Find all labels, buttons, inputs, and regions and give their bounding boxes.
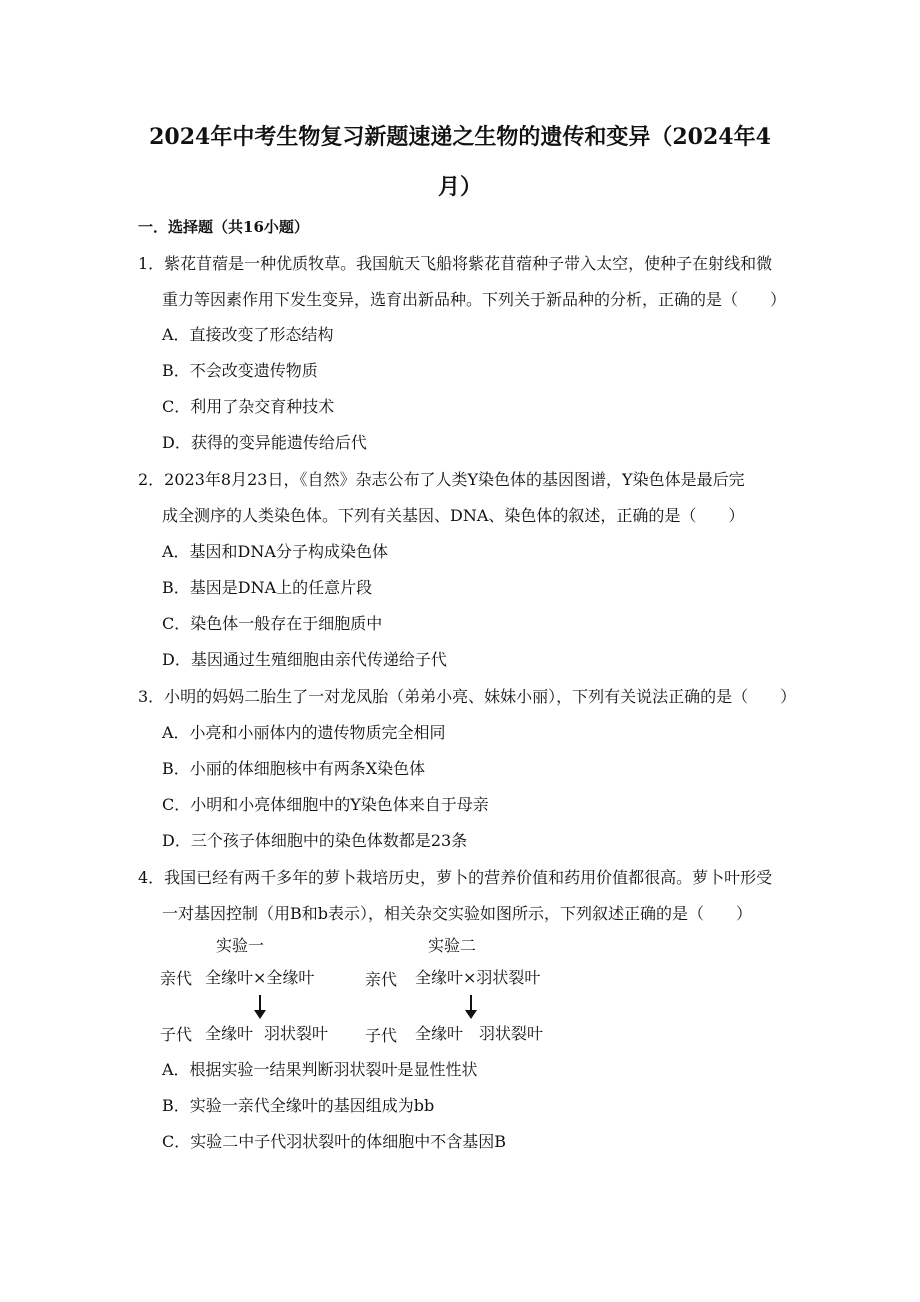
exp2-offspring-label: 子代 xyxy=(365,1026,398,1045)
question-4-option-a[interactable]: A．根据实验一结果判断羽状裂叶是显性性状 xyxy=(162,1060,478,1079)
exp1-offspring-label: 子代 xyxy=(160,1025,193,1044)
exp1-parent-cross: 全缘叶×全缘叶 xyxy=(205,968,315,987)
question-4-line-1: 4．我国已经有两千多年的萝卜栽培历史，萝卜的营养价值和药用价值都很高。萝卜叶形受 xyxy=(138,868,773,887)
question-1-option-d[interactable]: D．获得的变异能遗传给后代 xyxy=(162,433,367,452)
question-1-option-b[interactable]: B．不会改变遗传物质 xyxy=(162,361,318,380)
exp1-title: 实验一 xyxy=(216,936,265,955)
question-2-line-1: 2．2023年8月23日，《自然》杂志公布了人类Y染色体的基因图谱，Y染色体是最后完 xyxy=(138,470,745,489)
question-1-line-2: 重力等因素作用下发生变异，选育出新品种。下列关于新品种的分析，正确的是（ ） xyxy=(162,290,787,309)
exp1-arrow-down-icon xyxy=(259,995,261,1013)
question-2-option-c[interactable]: C．染色体一般存在于细胞质中 xyxy=(162,614,383,633)
question-3-line-1: 3．小明的妈妈二胎生了一对龙凤胎（弟弟小亮、妹妹小丽），下列有关说法正确的是（ ） xyxy=(138,687,797,706)
title-line-1: 2024年中考生物复习新题速递之生物的遗传和变异（2024年4 xyxy=(149,124,771,150)
question-1-option-a[interactable]: A．直接改变了形态结构 xyxy=(162,325,334,344)
question-4-option-c[interactable]: C．实验二中子代羽状裂叶的体细胞中不含基因B xyxy=(162,1132,507,1151)
exp1-offspring-a: 全缘叶 xyxy=(205,1024,254,1043)
exp2-title: 实验二 xyxy=(428,936,477,955)
question-3-option-a[interactable]: A．小亮和小丽体内的遗传物质完全相同 xyxy=(162,723,446,742)
question-2-option-b[interactable]: B．基因是DNA上的任意片段 xyxy=(162,578,373,597)
question-3-option-d[interactable]: D．三个孩子体细胞中的染色体数都是23条 xyxy=(162,831,468,850)
question-4-line-2: 一对基因控制（用B和b表示），相关杂交实验如图所示，下列叙述正确的是（ ） xyxy=(162,904,753,923)
question-3-option-c[interactable]: C．小明和小亮体细胞中的Y染色体来自于母亲 xyxy=(162,795,489,814)
exp2-parent-cross: 全缘叶×羽状裂叶 xyxy=(415,968,541,987)
title-line-2: 月） xyxy=(437,174,482,200)
question-2-option-a[interactable]: A．基因和DNA分子构成染色体 xyxy=(162,542,388,561)
question-1-option-c[interactable]: C．利用了杂交育种技术 xyxy=(162,397,335,416)
question-4-option-b[interactable]: B．实验一亲代全缘叶的基因组成为bb xyxy=(162,1096,435,1115)
exp2-arrow-down-icon xyxy=(470,995,472,1013)
document-title xyxy=(120,112,800,212)
exp1-parent-label: 亲代 xyxy=(160,969,193,988)
exp2-offspring-a: 全缘叶 xyxy=(415,1024,464,1043)
question-2-option-d[interactable]: D．基因通过生殖细胞由亲代传递给子代 xyxy=(162,650,447,669)
question-2-line-2: 成全测序的人类染色体。下列有关基因、DNA、染色体的叙述，正确的是（ ） xyxy=(162,506,745,525)
exp2-parent-label: 亲代 xyxy=(365,970,398,989)
section-heading: 一．选择题（共16小题） xyxy=(138,218,309,236)
exp1-offspring-b: 羽状裂叶 xyxy=(264,1024,329,1043)
question-3-option-b[interactable]: B．小丽的体细胞核中有两条X染色体 xyxy=(162,759,426,778)
question-1-line-1: 1．紫花苜蓿是一种优质牧草。我国航天飞船将紫花苜蓿种子带入太空，使种子在射线和微 xyxy=(138,254,773,273)
exp2-offspring-b: 羽状裂叶 xyxy=(479,1024,544,1043)
